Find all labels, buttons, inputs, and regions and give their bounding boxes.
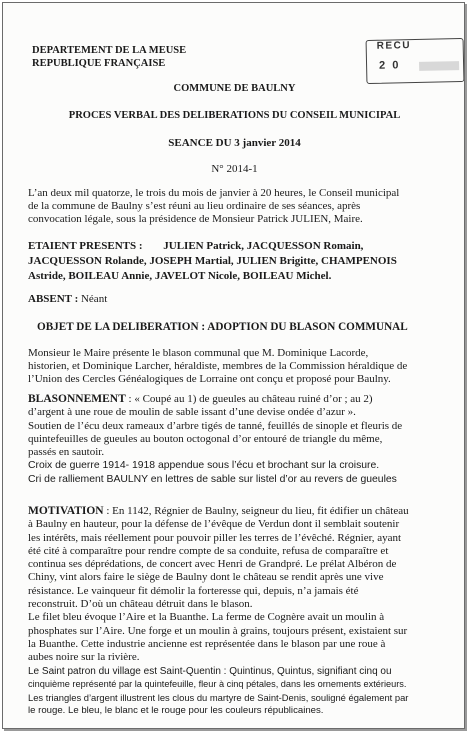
- motivation-line: les intérêts, mais réellement pour pouvoir piller les terres de l’évêché. Régnier, ayant: [28, 531, 402, 544]
- commune-title: COMMUNE DE BAULNY: [173, 83, 296, 94]
- presents-section: [28, 239, 448, 284]
- motivation-line: aubes noire sur la rivière.: [28, 651, 140, 664]
- motivation-line: été cité à comparaître pour rendre compte de sa conduite, refusa de comparaître et: [28, 544, 389, 557]
- motivation-line: phosphates sur l’Aire. Une forge et un moulin à grains, toujours présent, existaient sur: [28, 624, 408, 637]
- motivation-line: Le filet bleu évoque l’Aire et la Buanthe. La ferme de Cognère avait un moulin à: [28, 611, 385, 624]
- presents-first-line: [28, 239, 448, 254]
- document-page: [2, 2, 465, 729]
- motivation-line: le rouge. Le bleu, le blanc et le rouge pour les couleurs républicaines.: [28, 705, 324, 717]
- intro-line: convocation légale, sous la présidence de Monsieur Patrick JULIEN, Maire.: [28, 213, 363, 226]
- objet-heading: OBJET DE LA DELIBERATION : ADOPTION DU BLASON COMMUNAL: [37, 321, 408, 333]
- absent-section: [28, 293, 448, 306]
- deliberation-number: N° 2014-1: [211, 163, 258, 175]
- presentation-line: historien, et Dominique Larcher, héraldiste, membres de la Commission héraldique de: [28, 360, 408, 373]
- stamp-label: RECU: [376, 40, 412, 52]
- motivation-label: MOTIVATION: [28, 505, 104, 517]
- presents-names: Astride, BOILEAU Annie, JAVELOT Nicole, BOILEAU Michel.: [28, 270, 332, 282]
- blasonnement-line: Cri de ralliement BAULNY en lettres de sable sur listel d’or au revers de gueules: [28, 473, 397, 485]
- motivation-text: : En 1142, Régnier de Baulny, seigneur du lieu, fit édifier un château: [103, 505, 409, 517]
- motivation-line: Chiny, vint alors faire le siège de Baulny dont le château se rendit après une vive: [28, 571, 384, 584]
- blasonnement-line: quintefeuilles de gueules au bouton octogonal d’or entouré de triangle du même,: [28, 432, 383, 445]
- presentation-paragraph: [28, 347, 448, 387]
- motivation-line: continua ses déprédations, de concert avec Henri de Grandpré. Le prélat Albéron de: [28, 558, 397, 571]
- department-line: DEPARTEMENT DE LA MEUSE: [32, 45, 187, 56]
- document-title: PROCES VERBAL DES DELIBERATIONS DU CONSEIL MUNICIPAL: [68, 110, 401, 121]
- motivation-line: la Buanthe. Cette industrie ancienne est représentée dans le blason par une roue à: [28, 637, 386, 650]
- presents-label: ETAIENT PRESENTS :: [28, 240, 143, 252]
- blasonnement-section: [28, 393, 448, 486]
- motivation-section: [28, 505, 448, 718]
- motivation-line: cinquième représenté par la quintefeuille, fleur à cinq pétales, dans les ornements extérieurs.: [28, 678, 407, 689]
- presentation-line: Monsieur le Maire présente le blason communal que M. Dominique Lacorde,: [28, 347, 369, 359]
- intro-line: de la commune de Baulny s’est réuni au lieu ordinaire de ses séances, après: [28, 200, 361, 213]
- motivation-line: Le Saint patron du village est Saint-Quentin : Quintinus, Quintus, signifiant cinq ou: [28, 665, 392, 677]
- department-header: [32, 44, 186, 70]
- presents-names: JACQUESSON Rolande, JOSEPH Martial, JULIEN Brigitte, CHAMPENOIS: [28, 255, 397, 267]
- stamp-date: 2 0: [378, 59, 401, 72]
- motivation-line: Les triangles d’argent illustrent les clous du martyre de Saint-Denis, souligné également par: [28, 692, 409, 704]
- intro-paragraph: [28, 187, 448, 227]
- absent-label: ABSENT :: [28, 293, 79, 305]
- blasonnement-line: Croix de guerre 1914- 1918 appendue sous l’écu et brochant sur la croisure.: [28, 460, 380, 472]
- republic-line: REPUBLIQUE FRANÇAISE: [32, 58, 166, 69]
- blasonnement-line: d’argent à une roue de moulin de sable issant d’une devise ondée d’azur ».: [28, 406, 356, 419]
- stamp-smudge: [419, 61, 459, 71]
- intro-line: L’an deux mil quatorze, le trois du mois de janvier à 20 heures, le Conseil municipal: [28, 187, 400, 199]
- absent-value: Néant: [80, 293, 108, 305]
- blasonnement-text: : « Coupé au 1) de gueules au château ruiné d’or ; au 2): [125, 393, 373, 405]
- motivation-line: reconstruit. D’où un château détruit dans le blason.: [28, 598, 253, 611]
- presentation-line: l’Union des Cercles Généalogiques de Lorraine ont conçu et proposé pour Baulny.: [28, 373, 391, 386]
- blasonnement-label: BLASONNEMENT: [28, 393, 126, 405]
- blasonnement-line: Soutien de l’écu deux rameaux d’arbre tigés de tanné, feuillés de sinople et fleuris de: [28, 419, 403, 432]
- blasonnement-line: passés en sautoir.: [28, 446, 105, 459]
- seance-date: SEANCE DU 3 janvier 2014: [168, 137, 301, 149]
- motivation-line: à Baulny en hauteur, pour la défense de l’évêque de Verdun dont il semblait soutenir: [28, 518, 400, 531]
- motivation-line: résistance. Le vainqueur fit démolir la forteresse qui, depuis, n’a jamais été: [28, 584, 359, 597]
- received-stamp: [366, 38, 465, 84]
- presents-names: JULIEN Patrick, JACQUESSON Romain,: [163, 240, 364, 252]
